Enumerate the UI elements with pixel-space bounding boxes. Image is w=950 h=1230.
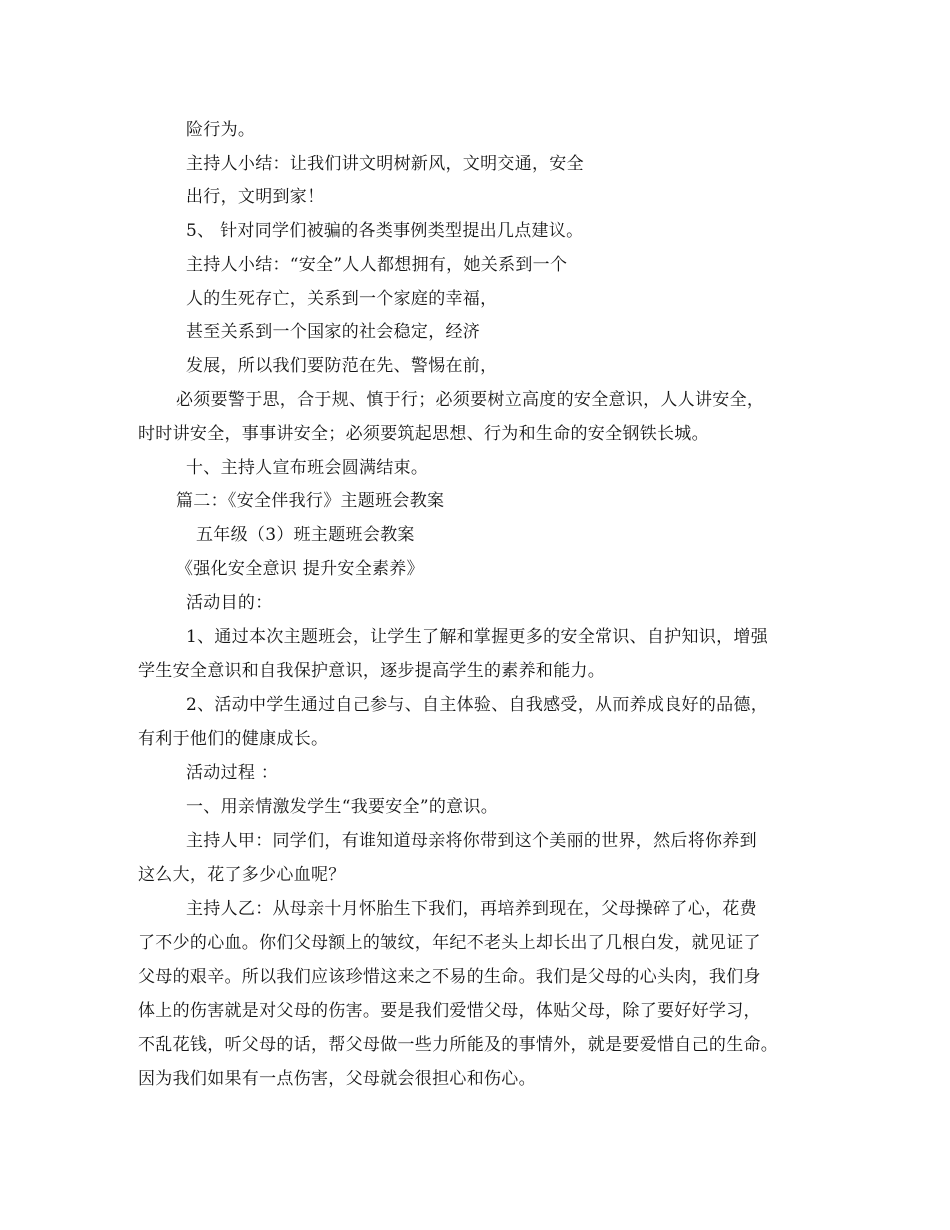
text-line: 险行为。 (186, 120, 256, 140)
text-line: 2、活动中学生通过自己参与、自主体验、自我感受，从而养成良好的品德， (186, 695, 769, 715)
section-heading: 篇二：《安全伴我行》主题班会教案 (176, 491, 445, 511)
text-line: 体上的伤害就是对父母的伤害。要是我们爱惜父母，体贴父母，除了要好好学习， (138, 1001, 761, 1021)
text-line: 《强化安全意识 提升安全素养》 (176, 559, 424, 579)
text-line: 了不少的心血。你们父母额上的皱纹，年纪不老头上却长出了几根白发，就见证了 (138, 933, 761, 953)
text-line: 有利于他们的健康成长。 (138, 729, 329, 749)
text-line: 活动目的： (186, 593, 273, 613)
text-line: 主持人乙：从母亲十月怀胎生下我们，再培养到现在，父母操碎了心，花费 (186, 899, 757, 919)
text-line: 发展，所以我们要防范在先、警惕在前， (186, 356, 498, 376)
text-line: 主持人小结：让我们讲文明树新风，文明交通，安全 (186, 154, 584, 174)
text-line: 时时讲安全，事事讲安全；必须要筑起思想、行为和生命的安全钢铁长城。 (138, 424, 709, 444)
text-line: 父母的艰辛。所以我们应该珍惜这来之不易的生命。我们是父母的心头肉，我们身 (138, 967, 761, 987)
text-line: 因为我们如果有一点伤害，父母就会很担心和伤心。 (138, 1069, 536, 1089)
text-line: 1、通过本次主题班会，让学生了解和掌握更多的安全常识、自护知识，增强 (186, 627, 769, 647)
text-line: 出行，文明到家！ (186, 187, 325, 207)
text-line: 这么大，花了多少心血呢？ (138, 865, 346, 885)
text-line: 主持人小结：“安全”人人都想拥有，她关系到一个 (186, 255, 568, 275)
text-line: 十、主持人宣布班会圆满结束。 (186, 458, 429, 478)
text-line: 活动过程 ： (186, 763, 279, 783)
text-line: 甚至关系到一个国家的社会稳定，经济 (186, 322, 481, 342)
text-line: 学生安全意识和自我保护意识，逐步提高学生的素养和能力。 (138, 661, 606, 681)
text-line: 必须要警于思，合于规、慎于行；必须要树立高度的安全意识，人人讲安全， (176, 390, 765, 410)
text-line: 5、 针对同学们被骗的各类事例类型提出几点建议。 (186, 221, 584, 241)
text-line: 主持人甲：同学们，有谁知道母亲将你带到这个美丽的世界，然后将你养到 (186, 831, 757, 851)
text-line: 不乱花钱，听父母的话，帮父母做一些力所能及的事情外，就是要爱惜自己的生命。 (138, 1035, 779, 1055)
text-line: 一、用亲情激发学生“我要安全”的意识。 (186, 797, 499, 817)
text-line: 五年级（3）班主题班会教案 (196, 525, 415, 545)
text-line: 人的生死存亡，关系到一个家庭的幸福， (186, 289, 498, 309)
